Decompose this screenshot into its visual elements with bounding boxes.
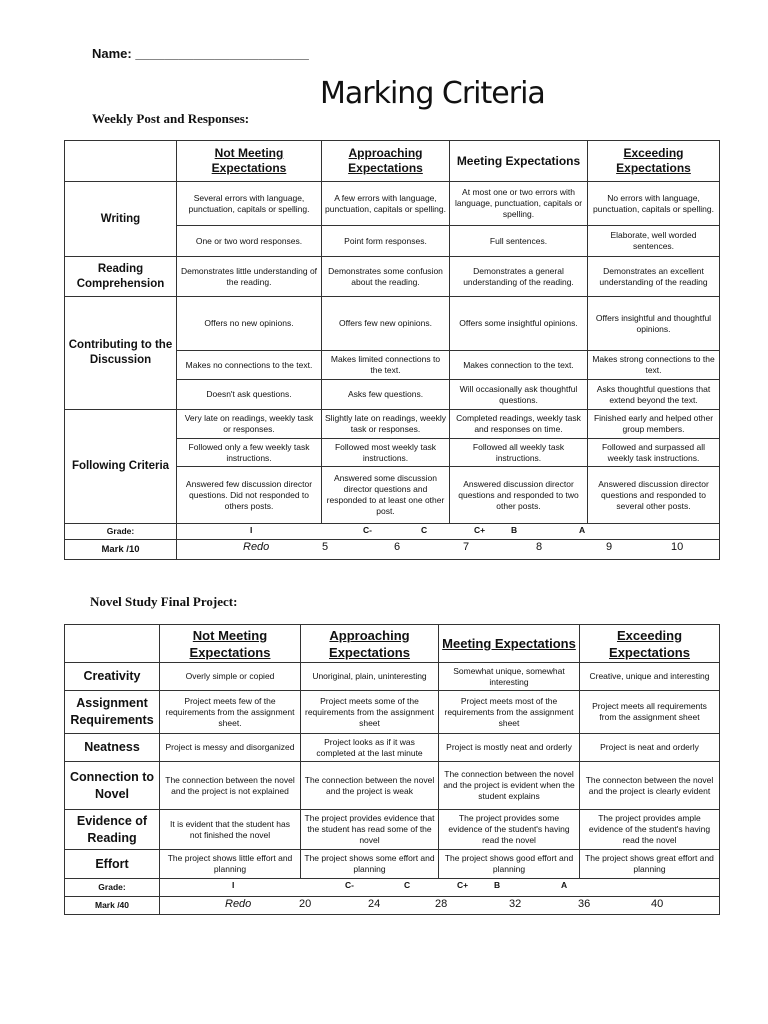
table-cell: Doesn't ask questions. xyxy=(177,380,322,410)
row-label-reading: Reading Comprehension xyxy=(65,257,177,297)
table-cell: Demonstrates little understanding of the reading. xyxy=(177,257,322,297)
table-cell: Full sentences. xyxy=(450,226,588,257)
grade-scale xyxy=(160,879,720,897)
table-cell: Project meets few of the requirements from the assignment sheet. xyxy=(160,691,301,734)
table-cell: Point form responses. xyxy=(322,226,450,257)
row-label-neatness: Neatness xyxy=(65,734,160,762)
grade-value: B xyxy=(511,525,518,535)
table-cell: The project shows some effort and planning xyxy=(301,850,439,879)
table-cell: Followed all weekly task instructions. xyxy=(450,439,588,467)
table-row xyxy=(65,734,720,762)
table-cell: Project is mostly neat and orderly xyxy=(439,734,580,762)
table-cell: The connection between the novel and the project is not explained xyxy=(160,762,301,810)
grade-row xyxy=(65,524,720,540)
col-header-meeting: Meeting Expectations xyxy=(450,141,588,182)
table-cell: Project meets some of the requirements from the assignment sheet xyxy=(301,691,439,734)
table-cell: Offers few new opinions. xyxy=(322,297,450,351)
table-cell: The connecton between the novel and the project is clearly evident xyxy=(580,762,720,810)
table-cell: Project is neat and orderly xyxy=(580,734,720,762)
table-cell: Completed readings, weekly task and responses on time. xyxy=(450,410,588,439)
novel-section-title: Novel Study Final Project: xyxy=(90,594,238,609)
table-cell: It is evident that the student has not finished the novel xyxy=(160,810,301,850)
mark-value: 20 xyxy=(299,898,312,910)
name-line: Name: ________________________ xyxy=(92,46,309,61)
mark-row xyxy=(65,897,720,915)
corner-cell xyxy=(65,625,160,663)
table-cell: The project shows little effort and planning xyxy=(160,850,301,879)
table-cell: Elaborate, well worded sentences. xyxy=(588,226,720,257)
col-header-approaching: Approaching Expectations xyxy=(322,141,450,182)
table-cell: Asks few questions. xyxy=(322,380,450,410)
row-label-evidence: Evidence of Reading xyxy=(65,810,160,850)
mark-value: 9 xyxy=(606,541,613,553)
grade-value: I xyxy=(250,525,253,535)
weekly-section-title: Weekly Post and Responses: xyxy=(92,111,250,126)
table-row xyxy=(65,691,720,734)
mark-value: 10 xyxy=(671,541,684,553)
table-cell: Project looks as if it was completed at the last minute xyxy=(301,734,439,762)
table-cell: At most one or two errors with language, punctuation, capitals or spelling. xyxy=(450,182,588,226)
mark-value: 28 xyxy=(435,898,448,910)
grade-value: C xyxy=(421,525,428,535)
table-cell: Creative, unique and interesting xyxy=(580,663,720,691)
table-cell: Unoriginal, plain, uninteresting xyxy=(301,663,439,691)
table-row xyxy=(65,810,720,850)
table-cell: Offers some insightful opinions. xyxy=(450,297,588,351)
grade-value: C+ xyxy=(457,880,469,890)
mark-value: 24 xyxy=(368,898,381,910)
grade-scale xyxy=(177,524,720,540)
table-cell: Answered some discussion director questions and responded to at least one other post. xyxy=(322,467,450,524)
table-cell: Demonstrates some confusion about the reading. xyxy=(322,257,450,297)
table-cell: Will occasionally ask thoughtful questions. xyxy=(450,380,588,410)
table-row xyxy=(65,257,720,297)
grade-label: Grade: xyxy=(65,879,160,897)
table-cell: Project meets all requirements from the assignment sheet xyxy=(580,691,720,734)
mark-value: 6 xyxy=(394,541,401,553)
mark-label: Mark /10 xyxy=(65,540,177,560)
grade-value: C xyxy=(404,880,411,890)
col-header-meeting: Meeting Expectations xyxy=(439,625,580,663)
table-cell: Followed only a few weekly task instructions. xyxy=(177,439,322,467)
table-cell: Followed most weekly task instructions. xyxy=(322,439,450,467)
mark-value: Redo xyxy=(225,898,252,910)
table-cell: The project provides ample evidence of the student's having read the novel xyxy=(580,810,720,850)
table-cell: Overly simple or copied xyxy=(160,663,301,691)
mark-value: 8 xyxy=(536,541,543,553)
table-cell: The connection between the novel and the project is evident when the student explains xyxy=(439,762,580,810)
col-header-not-meeting: Not Meeting Expectations xyxy=(160,625,301,663)
col-header-exceeding: Exceeding Expectations xyxy=(580,625,720,663)
grade-value: A xyxy=(579,525,586,535)
grade-label: Grade: xyxy=(65,524,177,540)
header-row xyxy=(65,141,720,182)
table-cell: Answered few discussion director questions. Did not responded to others posts. xyxy=(177,467,322,524)
row-label-contributing: Contributing to the Discussion xyxy=(65,297,177,410)
table-cell: Makes limited connections to the text. xyxy=(322,351,450,380)
grade-value: C- xyxy=(363,525,372,535)
table-cell: Offers no new opinions. xyxy=(177,297,322,351)
header-row xyxy=(65,625,720,663)
grade-value: I xyxy=(232,880,235,890)
mark-value: Redo xyxy=(243,541,270,553)
mark-scale xyxy=(177,540,720,560)
table-cell: The project shows good effort and planning xyxy=(439,850,580,879)
table-cell: Slightly late on readings, weekly task or responses. xyxy=(322,410,450,439)
table-row xyxy=(65,762,720,810)
grade-row xyxy=(65,879,720,897)
page-title: Marking Criteria xyxy=(320,76,545,111)
table-cell: Makes no connections to the text. xyxy=(177,351,322,380)
table-cell: The project shows great effort and planning xyxy=(580,850,720,879)
corner-cell xyxy=(65,141,177,182)
table-cell: Asks thoughtful questions that extend beyond the text. xyxy=(588,380,720,410)
weekly-rubric-table xyxy=(64,140,720,560)
table-row xyxy=(65,850,720,879)
table-row xyxy=(65,297,720,351)
row-label-connection: Connection to Novel xyxy=(65,762,160,810)
mark-value: 40 xyxy=(651,898,664,910)
table-cell: Demonstrates a general understanding of the reading. xyxy=(450,257,588,297)
mark-value: 7 xyxy=(463,541,470,553)
table-cell: Finished early and helped other group members. xyxy=(588,410,720,439)
table-cell: The project provides evidence that the student has read some of the novel xyxy=(301,810,439,850)
mark-label: Mark /40 xyxy=(65,897,160,915)
col-header-not-meeting: Not Meeting Expectations xyxy=(177,141,322,182)
table-cell: The connection between the novel and the project is weak xyxy=(301,762,439,810)
grade-value: C- xyxy=(345,880,354,890)
row-label-creativity: Creativity xyxy=(65,663,160,691)
table-cell: Answered discussion director questions and responded to two other posts. xyxy=(450,467,588,524)
table-cell: Offers insightful and thoughtful opinions. xyxy=(588,297,720,351)
novel-rubric-table xyxy=(64,624,720,915)
grade-value: C+ xyxy=(474,525,486,535)
table-cell: Several errors with language, punctuation, capitals or spelling. xyxy=(177,182,322,226)
table-cell: Followed and surpassed all weekly task instructions. xyxy=(588,439,720,467)
row-label-following: Following Criteria xyxy=(65,410,177,524)
table-cell: Project is messy and disorganized xyxy=(160,734,301,762)
table-cell: No errors with language, punctuation, capitals or spelling. xyxy=(588,182,720,226)
row-label-writing: Writing xyxy=(65,182,177,257)
mark-scale xyxy=(160,897,720,915)
table-cell: Makes connection to the text. xyxy=(450,351,588,380)
grade-value: B xyxy=(494,880,501,890)
col-header-exceeding: Exceeding Expectations xyxy=(588,141,720,182)
grade-value: A xyxy=(561,880,568,890)
row-label-assignment: Assignment Requirements xyxy=(65,691,160,734)
mark-value: 32 xyxy=(509,898,522,910)
table-row xyxy=(65,182,720,226)
row-label-effort: Effort xyxy=(65,850,160,879)
mark-value: 36 xyxy=(578,898,591,910)
table-cell: A few errors with language, punctuation, capitals or spelling. xyxy=(322,182,450,226)
table-cell: Makes strong connections to the text. xyxy=(588,351,720,380)
col-header-approaching: Approaching Expectations xyxy=(301,625,439,663)
table-cell: Very late on readings, weekly task or responses. xyxy=(177,410,322,439)
table-cell: Project meets most of the requirements from the assignment sheet xyxy=(439,691,580,734)
table-cell: One or two word responses. xyxy=(177,226,322,257)
table-cell: Answered discussion director questions and responded to several other posts. xyxy=(588,467,720,524)
table-row xyxy=(65,410,720,439)
table-cell: The project provides some evidence of the student's having read the novel xyxy=(439,810,580,850)
table-cell: Somewhat unique, somewhat interesting xyxy=(439,663,580,691)
table-row xyxy=(65,663,720,691)
table-cell: Demonstrates an excellent understanding of the reading xyxy=(588,257,720,297)
mark-value: 5 xyxy=(322,541,329,553)
mark-row xyxy=(65,540,720,560)
